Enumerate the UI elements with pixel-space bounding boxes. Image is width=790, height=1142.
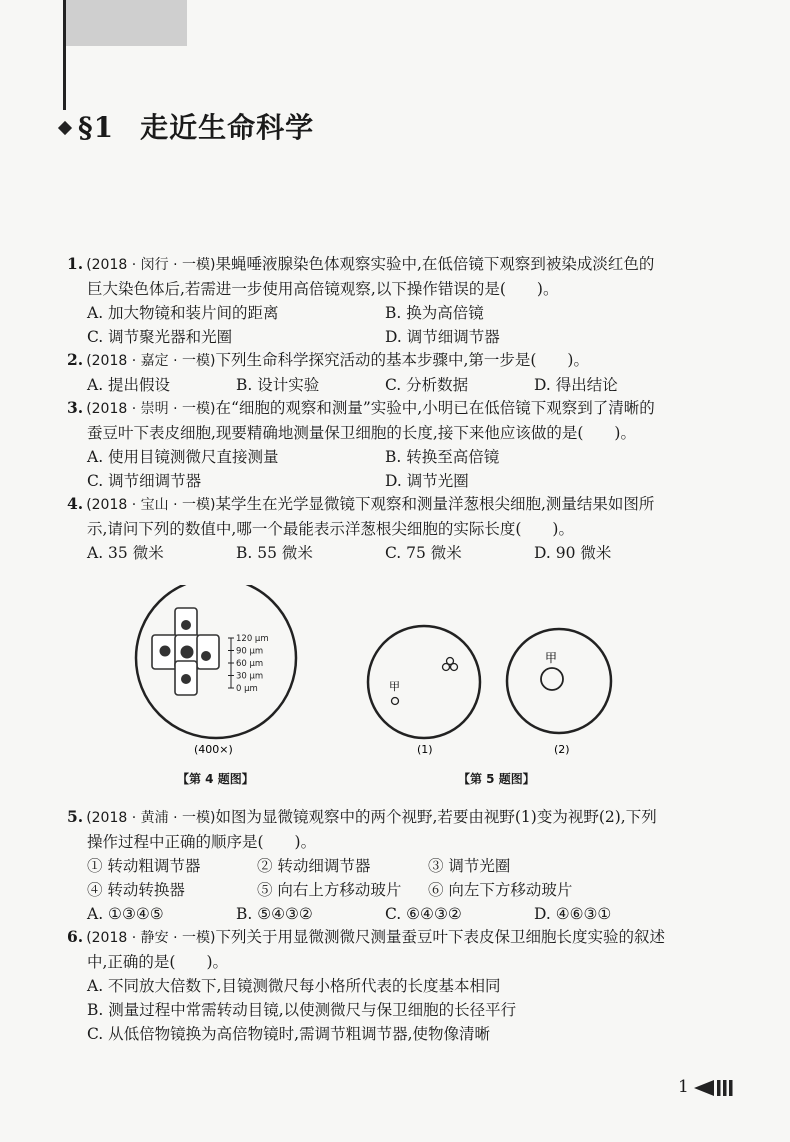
options-row bbox=[67, 541, 717, 565]
option-b[interactable]: B. 55 微米 bbox=[236, 544, 313, 562]
stem-line-1: 下列关于用显微测微尺测量蚕豆叶下表皮保卫细胞长度实验的叙述 bbox=[215, 928, 665, 946]
page-arrow-icon bbox=[692, 1078, 738, 1098]
question-2 bbox=[67, 348, 697, 397]
question-number: 3. bbox=[67, 398, 84, 417]
step-item: ② 转动细调节器 bbox=[257, 857, 371, 875]
stem-line-1: 某学生在光学显微镜下观察和测量洋葱根尖细胞,测量结果如图所 bbox=[215, 495, 655, 513]
diamond-bullet-icon bbox=[58, 121, 72, 135]
stem-line-2: 蚕豆叶下表皮细胞,现要精确地测量保卫细胞的长度,接下来他应该做的是( )。 bbox=[87, 424, 636, 442]
option-c[interactable]: C. 从低倍物镜换为高倍物镜时,需调节粗调节器,使物像清晰 bbox=[87, 1025, 491, 1043]
figure-area bbox=[0, 585, 790, 795]
option-a[interactable]: A. 提出假设 bbox=[87, 376, 171, 394]
options-row bbox=[67, 902, 717, 926]
options-row bbox=[67, 325, 717, 349]
section-name: 走近生命科学 bbox=[140, 111, 315, 144]
stem-line-1: 如图为显微镜观察中的两个视野,若要由视野(1)变为视野(2),下列 bbox=[215, 808, 657, 826]
option-a[interactable]: A. 35 微米 bbox=[87, 544, 164, 562]
question-source: (2018 · 嘉定 · 一模) bbox=[86, 353, 216, 369]
question-number: 4. bbox=[67, 494, 84, 513]
option-d[interactable]: D. 得出结论 bbox=[534, 376, 618, 394]
option-d[interactable]: D. 调节光圈 bbox=[385, 472, 469, 490]
question-4 bbox=[67, 492, 717, 565]
question-3 bbox=[67, 396, 717, 493]
question-1 bbox=[67, 252, 717, 349]
field-label-1: (1) bbox=[417, 743, 433, 756]
question-stem bbox=[67, 925, 697, 950]
header-decoration-bar bbox=[63, 0, 187, 46]
question-source: (2018 · 宝山 · 一模) bbox=[86, 497, 216, 513]
stem-line-2: 中,正确的是( )。 bbox=[87, 953, 229, 971]
option-a[interactable]: A. 使用目镜测微尺直接测量 bbox=[87, 448, 279, 466]
step-item: ⑤ 向右上方移动玻片 bbox=[257, 881, 402, 899]
option-d[interactable]: D. 90 微米 bbox=[534, 544, 612, 562]
stem-line-2: 示,请问下列的数值中,哪一个最能表示洋葱根尖细胞的实际长度( )。 bbox=[87, 520, 574, 538]
options-row bbox=[67, 373, 697, 397]
question-number: 6. bbox=[67, 927, 84, 946]
question-source: (2018 · 闵行 · 一模) bbox=[86, 257, 216, 273]
options-row bbox=[67, 301, 717, 325]
options-row bbox=[67, 445, 717, 469]
page-number: 1 bbox=[678, 1077, 689, 1097]
step-item: ④ 转动转换器 bbox=[87, 881, 185, 899]
option-c[interactable]: C. 75 微米 bbox=[385, 544, 462, 562]
option-b[interactable]: B. 设计实验 bbox=[236, 376, 320, 394]
step-item: ① 转动粗调节器 bbox=[87, 857, 201, 875]
scale-label: 120 μm bbox=[236, 634, 269, 644]
step-item: ⑥ 向左下方移动玻片 bbox=[428, 881, 573, 899]
scale-label: 0 μm bbox=[236, 684, 258, 694]
steps-row bbox=[67, 878, 717, 902]
field-label-2: (2) bbox=[554, 743, 570, 756]
fig5-field-2 bbox=[507, 629, 611, 756]
option-a[interactable]: A. 不同放大倍数下,目镜测微尺每小格所代表的长度基本相同 bbox=[87, 977, 501, 995]
question-number: 5. bbox=[67, 807, 84, 826]
question-6 bbox=[67, 925, 717, 1046]
option-d[interactable]: D. ④⑥③① bbox=[534, 905, 612, 923]
jia-marker-1: 甲 bbox=[389, 680, 400, 693]
question-stem bbox=[67, 348, 697, 373]
option-b[interactable]: B. 换为高倍镜 bbox=[385, 304, 484, 322]
fig5-caption: 【第 5 题图】 bbox=[458, 772, 535, 786]
fig4-caption: 【第 4 题图】 bbox=[177, 772, 254, 786]
question-source: (2018 · 崇明 · 一模) bbox=[86, 401, 216, 417]
question-number: 1. bbox=[67, 254, 84, 273]
scale-label: 30 μm bbox=[236, 671, 264, 682]
question-source: (2018 · 静安 · 一模) bbox=[86, 930, 216, 946]
question-5 bbox=[67, 805, 717, 926]
option-a[interactable]: A. 加大物镜和装片间的距离 bbox=[87, 304, 279, 322]
header-vertical-rule bbox=[63, 0, 66, 110]
question-source: (2018 · 黄浦 · 一模) bbox=[86, 810, 216, 826]
magnification-label: (400×) bbox=[194, 743, 233, 756]
option-c[interactable]: C. 调节聚光器和光圈 bbox=[87, 328, 233, 346]
jia-marker-2: 甲 bbox=[545, 651, 558, 665]
option-b[interactable]: B. ⑤④③② bbox=[236, 905, 313, 923]
stem-line-1: 果蝇唾液腺染色体观察实验中,在低倍镜下观察到被染成淡红色的 bbox=[215, 255, 655, 273]
figure-svg bbox=[0, 585, 790, 795]
question-number: 2. bbox=[67, 350, 84, 369]
step-item: ③ 调节光圈 bbox=[428, 857, 511, 875]
section-title bbox=[78, 106, 314, 146]
scale-label: 60 μm bbox=[236, 659, 264, 669]
stem-line-1: 下列生命科学探究活动的基本步骤中,第一步是( )。 bbox=[215, 351, 589, 369]
option-c[interactable]: C. 分析数据 bbox=[385, 376, 469, 394]
option-b[interactable]: B. 转换至高倍镜 bbox=[385, 448, 500, 466]
stem-line-2: 操作过程中正确的顺序是( )。 bbox=[87, 833, 317, 851]
option-c[interactable]: C. ⑥④③② bbox=[385, 905, 462, 923]
question-stem bbox=[67, 492, 697, 517]
fig5-field-1 bbox=[368, 626, 480, 756]
option-a[interactable]: A. ①③④⑤ bbox=[87, 905, 164, 923]
scale-label: 90 μm bbox=[236, 646, 264, 657]
option-c[interactable]: C. 调节细调节器 bbox=[87, 472, 202, 490]
option-d[interactable]: D. 调节细调节器 bbox=[385, 328, 500, 346]
question-stem bbox=[67, 396, 697, 421]
stem-line-1: 在“细胞的观察和测量”实验中,小明已在低倍镜下观察到了清晰的 bbox=[215, 399, 655, 417]
stem-line-2: 巨大染色体后,若需进一步使用高倍镜观察,以下操作错误的是( )。 bbox=[87, 280, 559, 298]
steps-row bbox=[67, 854, 717, 878]
question-stem bbox=[67, 252, 697, 277]
fig4-microscope-field bbox=[136, 585, 296, 756]
section-number: §1 bbox=[78, 111, 115, 144]
question-stem bbox=[67, 805, 697, 830]
option-b[interactable]: B. 测量过程中常需转动目镜,以使测微尺与保卫细胞的长径平行 bbox=[87, 1001, 517, 1019]
options-row bbox=[67, 469, 717, 493]
